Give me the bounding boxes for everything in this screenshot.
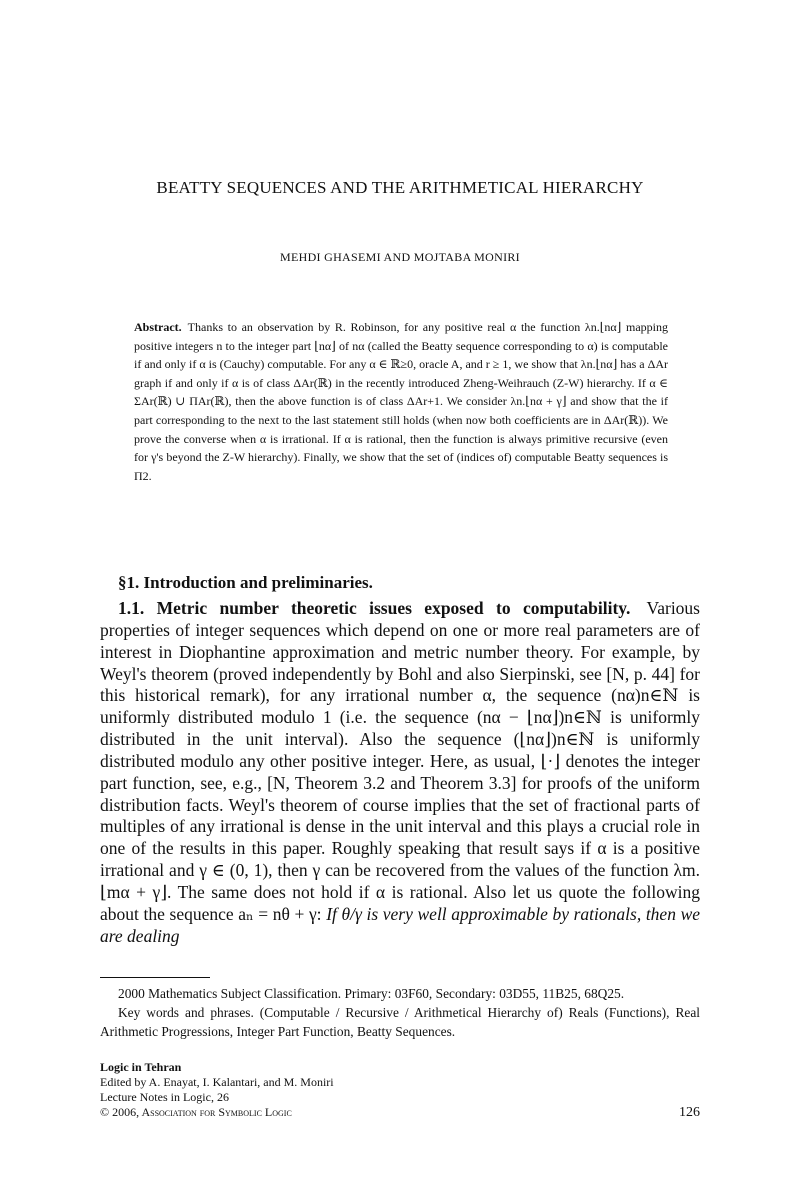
subsection-label: 1.1. Metric number theoretic issues exposed to computability.	[118, 598, 631, 618]
footnote-rule	[100, 977, 210, 978]
footer-editors: Edited by A. Enayat, I. Kalantari, and M. Moniri	[100, 1075, 334, 1089]
footer-copyright: © 2006, Association for Symbolic Logic	[100, 1105, 292, 1119]
subsection-text: Various properties of integer sequences which depend on one or more real parameters are of interest in Diophantine approximation and metric number theory. For example, by Weyl's theorem (proved independently by Bohl and also Sierpinski, see [N, p. 44] for this historical remark), for any irrational number α, the sequence (nα)n∈ℕ is uniformly distributed modulo 1 (i.e. the sequence (nα − ⌊nα⌋)n∈ℕ is uniformly distributed in the unit interval). Also the sequence (⌊nα⌋)n∈ℕ is uniformly distributed modulo any other positive integer. Here, as usual, ⌊·⌋ denotes the integer part function, see, e.g., [N, Theorem 3.2 and Theorem 3.3] for proofs of the uniform distribution facts. Weyl's theorem of course implies that the set of fractional parts of multiples of any irrational is dense in the unit interval and this plays a crucial role in one of the results in this paper. Roughly speaking that result says if α is a positive irrational and γ ∈ (0, 1), then γ can be recovered from the values of the function λm.⌊mα + γ⌋. The same does not hold if α is rational. Also let us quote the following about the sequence aₙ = nθ + γ:	[100, 598, 700, 924]
footnotes	[100, 984, 700, 1041]
abstract-text: Thanks to an observation by R. Robinson, for any positive real α the function λn.⌊nα⌋ mapping positive integers n to the integer part ⌊nα⌋ of nα (called the Beatty sequence corresponding to α) is computable if and only if α is (Cauchy) computable. For any α ∈ ℝ≥0, oracle A, and r ≥ 1, we show that λn.⌊nα⌋ has a ΔAr graph if and only if α is of class ΔAr(ℝ) in the recently introduced Zheng-Weihrauch (Z-W) hierarchy. If α ∈ ΣAr(ℝ) ∪ ΠAr(ℝ), then the above function is of class ΔAr+1. We consider λn.⌊nα + γ⌋ and show that the if part corresponding to the next to the last statement still holds (when now both coefficients are in ΔAr(ℝ)). We prove the converse when α is irrational. If α is rational, then the function is always primitive recursive (even for γ's beyond the Z-W hierarchy). Finally, we show that the set of (indices of) computable Beatty sequences is Π2.	[134, 320, 668, 483]
page-number: 126	[679, 1105, 700, 1120]
footnote-msc: 2000 Mathematics Subject Classification. Primary: 03F60, Secondary: 03D55, 11B25, 68Q25.	[118, 986, 625, 1001]
paper-authors: MEHDI GHASEMI AND MOJTABA MONIRI	[280, 250, 520, 264]
publication-footer	[100, 1060, 700, 1120]
footer-book-title: Logic in Tehran	[100, 1060, 182, 1074]
subsection-italic-tail: If θ/γ is very well approximable by rationals, then we are dealing	[100, 903, 701, 946]
paper-title: BEATTY SEQUENCES AND THE ARITHMETICAL HIERARCHY	[156, 178, 644, 197]
abstract-label: Abstract.	[134, 320, 182, 334]
abstract	[134, 318, 668, 485]
footer-series: Lecture Notes in Logic, 26	[100, 1090, 229, 1104]
section-heading: §1. Introduction and preliminaries.	[118, 573, 373, 592]
body-text	[100, 598, 700, 948]
footnote-keywords: Key words and phrases. (Computable / Recursive / Arithmetical Hierarchy of) Reals (Functions), Real Arithmetic Progressions, Integer Part Function, Beatty Sequences.	[100, 1005, 700, 1039]
